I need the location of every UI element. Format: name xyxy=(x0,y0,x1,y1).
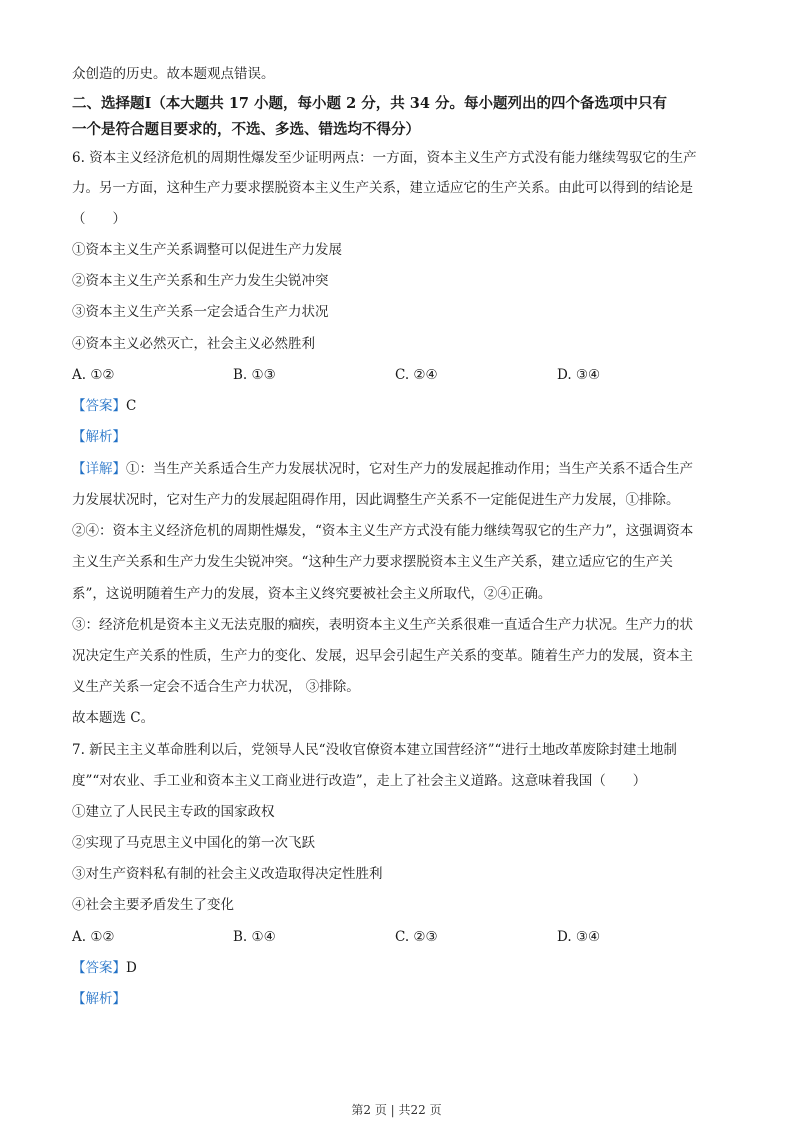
q6-option-a: A. ①② xyxy=(72,367,115,383)
q7-statement-3: ③对生产资料私有制的社会主义改造取得决定性胜利 xyxy=(72,866,383,882)
q6-detail-3: ②④：资本主义经济危机的周期性爆发，“资本主义生产方式没有能力继续驾驭它的生产力”，这强调资本 xyxy=(72,523,694,539)
q7-answer xyxy=(72,958,727,978)
q6-answer xyxy=(72,396,727,416)
q7-statement-4: ④社会主要矛盾发生了变化 xyxy=(72,897,234,913)
q7-statement-2: ②实现了马克思主义中国化的第一次飞跃 xyxy=(72,835,315,851)
q6-option-b: B. ①③ xyxy=(233,367,276,383)
q7-option-d: D. ③④ xyxy=(557,929,601,945)
section-heading: 二、选择题Ⅰ（本大题共 17 小题，每小题 2 分，共 34 分。每小题列出的四个备选项中只有 xyxy=(72,95,668,112)
q6-option-d: D. ③④ xyxy=(557,367,601,383)
question-6-stem: 6. 资本主义经济危机的周期性爆发至少证明两点：一方面，资本主义生产方式没有能力继续驾驭它的生产 xyxy=(72,150,697,166)
question-7-stem-cont: 度”“对农业、手工业和资本主义工商业进行改造”，走上了社会主义道路。这意味着我国（ ） xyxy=(72,773,647,789)
q6-detail-6: ③：经济危机是资本主义无法克服的痼疾，表明资本主义生产关系很难一直适合生产力状况。生产力的状 xyxy=(72,617,693,633)
q6-statement-4: ④资本主义必然灭亡，社会主义必然胜利 xyxy=(72,336,315,352)
q6-statement-2: ②资本主义生产关系和生产力发生尖锐冲突 xyxy=(72,273,329,289)
detail-text: ①：当生产关系适合生产力发展状况时，它对生产力的发展起推动作用；当生产关系不适合生产 xyxy=(126,461,693,477)
q6-conclusion: 故本题选 C。 xyxy=(72,710,155,726)
q6-detail-1 xyxy=(72,459,727,479)
q7-option-b: B. ①④ xyxy=(233,929,276,945)
section-heading-cont: 一个是符合题目要求的，不选、多选、错选均不得分） xyxy=(72,121,420,138)
q7-option-c: C. ②③ xyxy=(395,929,438,945)
answer-tag: 【答案】 xyxy=(72,960,126,976)
q6-analysis-tag: 【解析】 xyxy=(72,429,126,445)
q7-analysis-tag: 【解析】 xyxy=(72,991,126,1007)
q6-detail-7: 况决定生产关系的性质，生产力的变化、发展，迟早会引起生产关系的变革。随着生产力的发展，资本主 xyxy=(72,648,693,664)
q7-option-a: A. ①② xyxy=(72,929,115,945)
answer-tag: 【答案】 xyxy=(72,398,126,414)
page-number-footer: 第2 页 | 共22 页 xyxy=(351,1103,442,1117)
question-6-blank: （ ） xyxy=(72,211,126,227)
answer-value: D xyxy=(126,960,137,976)
question-6-stem-cont: 力。另一方面，这种生产力要求摆脱资本主义生产关系，建立适应它的生产关系。由此可以得到的结论是 xyxy=(72,180,693,196)
q6-detail-8: 义生产关系一定会不适合生产力状况， ③排除。 xyxy=(72,679,360,695)
q6-detail-2: 力发展状况时，它对生产力的发展起阻碍作用，因此调整生产关系不一定能促进生产力发展，①排除。 xyxy=(72,492,680,508)
q6-statement-1: ①资本主义生产关系调整可以促进生产力发展 xyxy=(72,242,342,258)
q7-statement-1: ①建立了人民民主专政的国家政权 xyxy=(72,804,275,820)
q6-detail-5: 系”，这说明随着生产力的发展，资本主义终究要被社会主义所取代，②④正确。 xyxy=(72,586,552,602)
detail-tag: 【详解】 xyxy=(72,461,126,477)
question-7-stem: 7. 新民主主义革命胜利以后，党领导人民“没收官僚资本建立国营经济”“进行土地改革废除封建土地制 xyxy=(72,742,677,758)
q6-option-c: C. ②④ xyxy=(395,367,438,383)
q6-statement-3: ③资本主义生产关系一定会适合生产力状况 xyxy=(72,304,329,320)
q6-detail-4: 主义生产关系和生产力发生尖锐冲突。“这种生产力要求摆脱资本主义生产关系，建立适应它的生产关 xyxy=(72,554,673,570)
answer-value: C xyxy=(126,398,137,414)
previous-explanation-end: 众创造的历史。故本题观点错误。 xyxy=(72,66,275,82)
